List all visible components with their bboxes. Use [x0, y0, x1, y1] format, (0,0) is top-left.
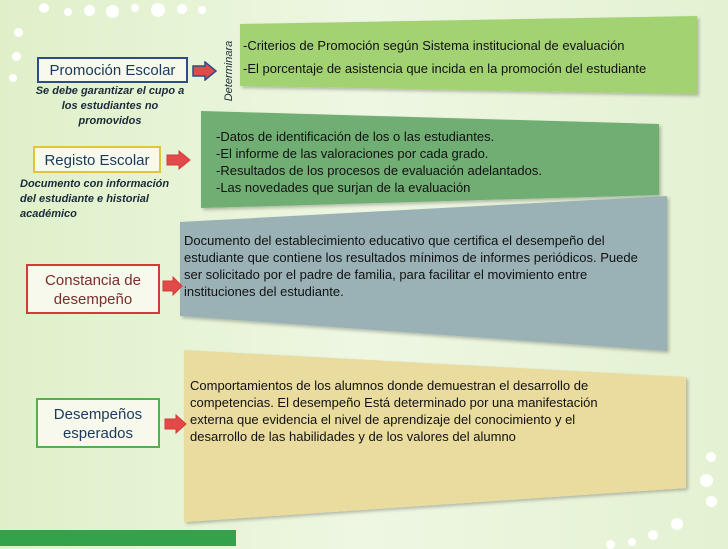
- arrow-right-icon: [162, 276, 184, 296]
- constancia-desempeno-label: Constancia de desempeño: [26, 264, 160, 314]
- panel-1-line-2: -El porcentaje de asistencia que incida en la promoción del estudiante: [243, 61, 647, 76]
- desempenos-esperados-label: Desempeños esperados: [36, 398, 160, 448]
- panel-2-line-4: -Las novedades que surjan de la evaluación: [216, 180, 471, 195]
- arrow-right-icon: [164, 414, 188, 434]
- panel-1-line-1: -Criterios de Promoción según Sistema institucional de evaluación: [243, 38, 625, 53]
- panel-3-text: Documento del establecimiento educativo que certifica el desempeño del estudiante que contiene los resultados mínimos de informes periódicos. Puede ser solicitado por el padre de familia, para facilitar el movimiento entre instituciones del estudiante.: [184, 233, 638, 299]
- promocion-escolar-label: Promoción Escolar: [37, 57, 188, 83]
- panel-2-line-2: -El informe de las valoraciones por cada grado.: [216, 146, 489, 161]
- registo-escolar-label: Registo Escolar: [33, 146, 161, 173]
- panel-1-text: [243, 37, 691, 77]
- registo-note: Documento con información del estudiante e historial académico: [20, 178, 170, 220]
- promocion-note: Se debe garantizar el cupo a los estudiantes no promovidos: [35, 85, 185, 127]
- panel-2-line-1: -Datos de identificación de los o las estudiantes.: [216, 129, 495, 144]
- panel-4-text: Comportamientos de los alumnos donde demuestran el desarrollo de competencias. El desempeño Está determinado por una manifestación externa que evidencia el nivel de aprendizaje del conocimiento y el desarrollo de las habilidades y de los valores del alumno: [190, 378, 598, 444]
- arrow-right-icon: [166, 150, 192, 170]
- arrow-right-icon: [192, 61, 218, 81]
- determinara-connector: Determinara: [223, 40, 235, 102]
- panel-2-line-3: -Resultados de los procesos de evaluación adelantados.: [216, 163, 542, 178]
- panel-2-text: [216, 128, 636, 196]
